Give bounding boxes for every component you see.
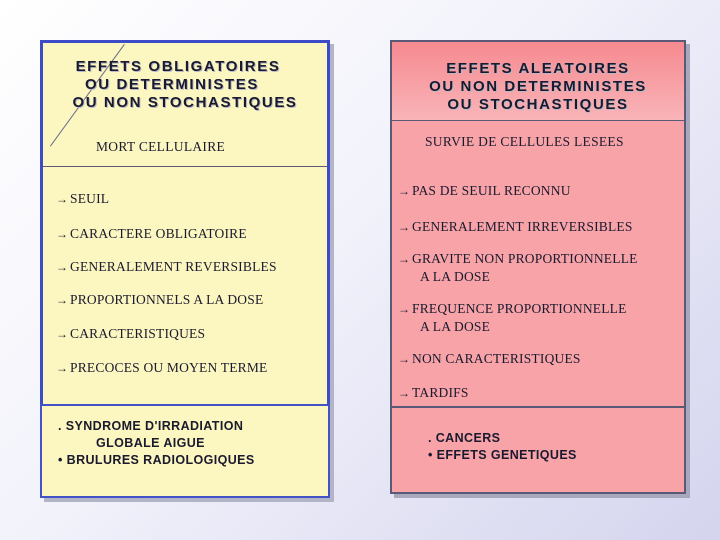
right-title-separator (392, 120, 684, 121)
left-bottom-list (58, 418, 255, 469)
right-title-line-3: OU STOCHASTIQUES (447, 96, 629, 113)
arrow-icon: → (56, 227, 69, 241)
left-title-line-3: OU NON STOCHASTIQUES (72, 94, 298, 111)
left-bottom-line-2: GLOBALE AIGUE (96, 436, 205, 450)
left-title-line-2: OU DETERMINISTES (85, 76, 259, 93)
right-subtitle: SURVIE DE CELLULES LESEES (425, 134, 624, 149)
left-title-line-1: EFFETS OBLIGATOIRES (75, 58, 281, 75)
arrow-icon: → (398, 352, 411, 366)
arrow-icon: → (56, 361, 69, 375)
left-title (45, 58, 325, 112)
left-subtitle: MORT CELLULAIRE (96, 139, 226, 154)
right-item-tardifs: → TARDIFS (398, 385, 469, 400)
left-item-seuil: → SEUIL (56, 191, 110, 206)
right-bottom-line-1: . CANCERS (428, 431, 501, 445)
right-title (395, 60, 681, 114)
left-item-caracteristiques: → CARACTERISTIQUES (56, 326, 206, 341)
right-item-irreversibles: → GENERALEMENT IRREVERSIBLES (398, 219, 633, 234)
left-title-separator (43, 166, 327, 167)
arrow-icon: → (56, 327, 69, 341)
arrow-icon: → (56, 260, 69, 274)
left-item-proportionnels: → PROPORTIONNELS A LA DOSE (56, 292, 264, 307)
right-item-frequence: → FREQUENCE PROPORTIONNELLE A LA DOSE (398, 301, 627, 334)
arrow-icon: → (398, 220, 411, 234)
arrow-icon: → (398, 302, 411, 316)
left-item-reversibles: → GENERALEMENT REVERSIBLES (56, 259, 277, 274)
left-bottom-line-3: • BRULURES RADIOLOGIQUES (58, 453, 255, 467)
right-title-line-1: EFFETS ALEATOIRES (446, 60, 630, 77)
arrow-icon: → (56, 293, 69, 307)
arrow-icon: → (398, 184, 411, 198)
arrow-icon: → (56, 192, 69, 206)
left-bottom-line-1: . SYNDROME D'IRRADIATION (58, 419, 244, 433)
arrow-icon: → (398, 386, 411, 400)
right-title-line-2: OU NON DETERMINISTES (429, 78, 647, 95)
right-bottom-line-2: • EFFETS GENETIQUES (428, 448, 577, 462)
right-item-pas-de-seuil: → PAS DE SEUIL RECONNU (398, 183, 571, 198)
right-item-non-caracteristiques: → NON CARACTERISTIQUES (398, 351, 581, 366)
left-item-caractere: → CARACTERE OBLIGATOIRE (56, 226, 247, 241)
right-item-frequence-line-2: A LA DOSE (420, 319, 491, 334)
left-item-precoces: → PRECOCES OU MOYEN TERME (56, 360, 268, 375)
right-item-gravite: → GRAVITE NON PROPORTIONNELLE A LA DOSE (398, 251, 638, 284)
right-item-gravite-line-2: A LA DOSE (420, 269, 491, 284)
right-bottom-list (428, 430, 577, 464)
arrow-icon: → (398, 252, 411, 266)
